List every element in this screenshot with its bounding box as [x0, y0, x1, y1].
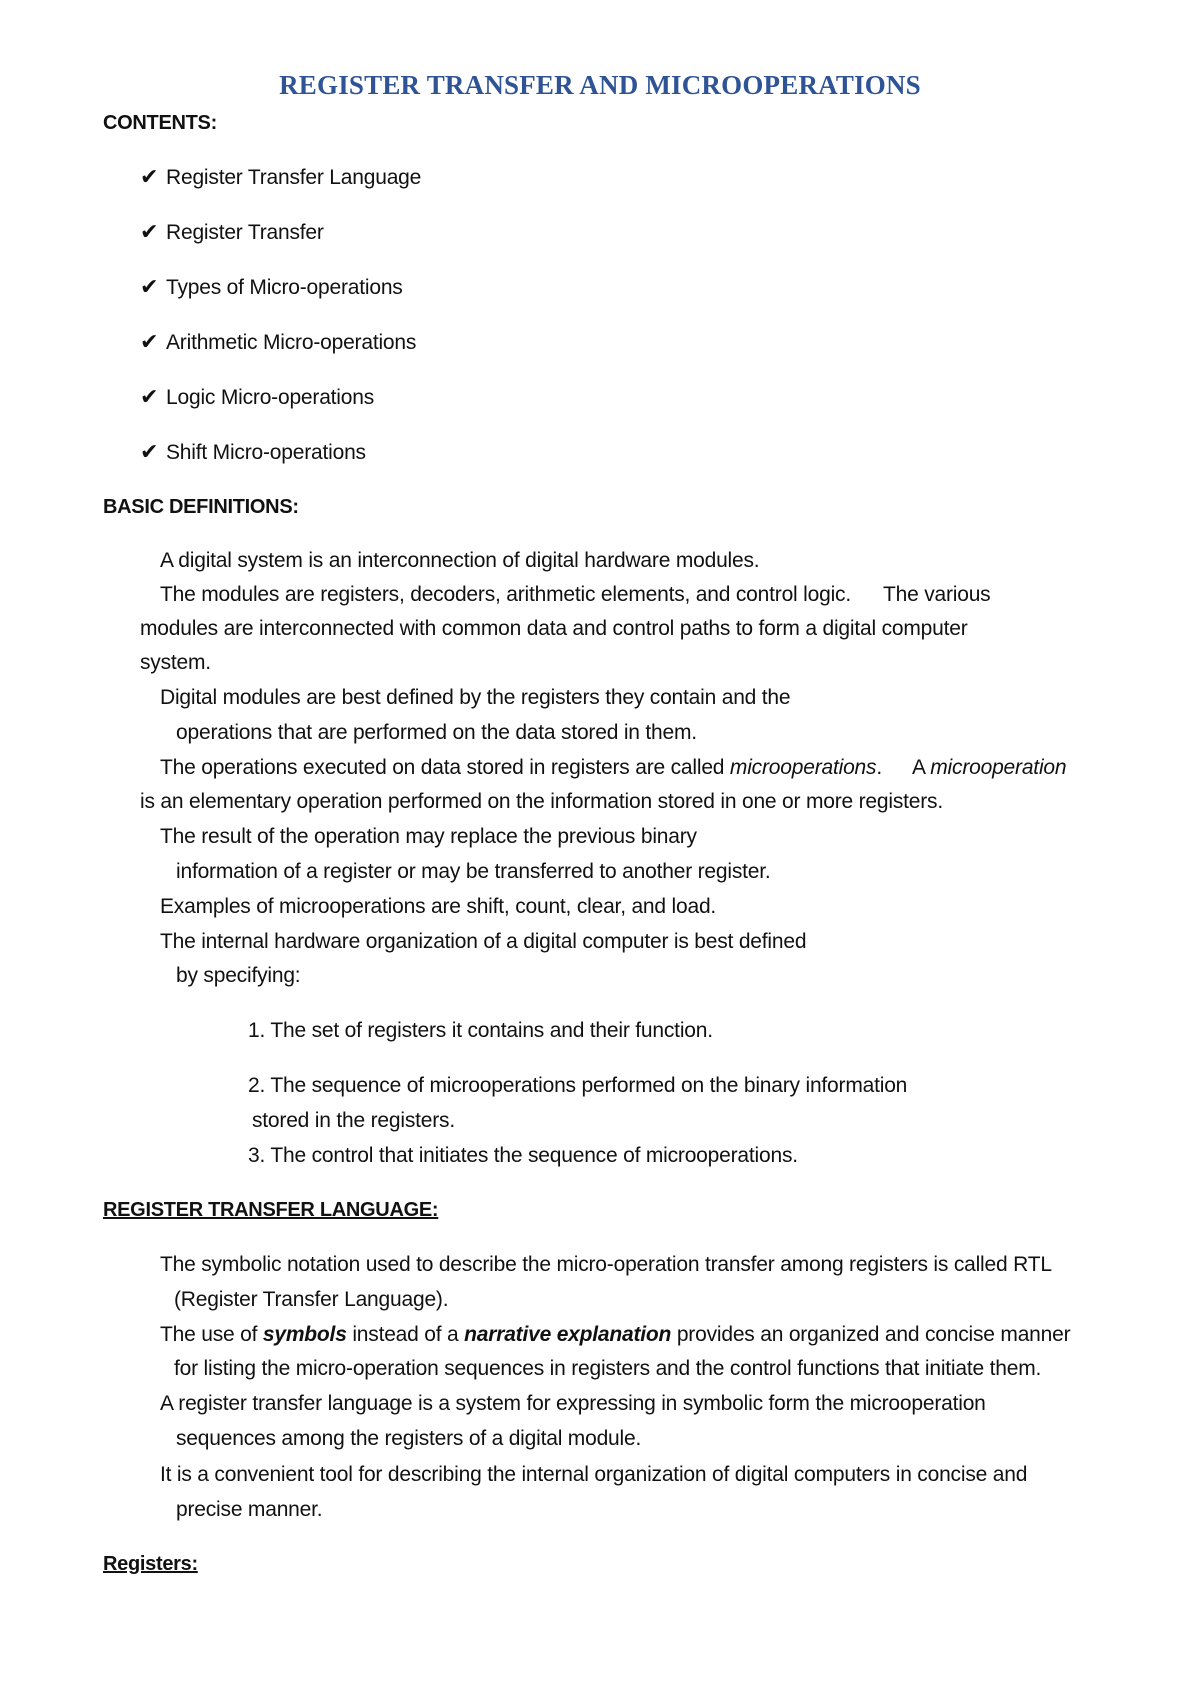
paragraph-line: A digital system is an interconnection of digital hardware modules.: [160, 549, 760, 572]
paragraph-line: Examples of microoperations are shift, count, clear, and load.: [160, 895, 717, 918]
paragraph-text: instead of a: [346, 1323, 465, 1346]
paragraph-text: .: [876, 756, 882, 779]
paragraph-text: The various: [882, 583, 991, 606]
emphasis-text: microoperation: [930, 756, 1067, 779]
paragraph-line: [160, 583, 991, 607]
paragraph-line: is an elementary operation performed on the information stored in one or more registers.: [140, 790, 943, 813]
paragraph-text: The operations executed on data stored in registers are called: [160, 756, 730, 779]
paragraph-line: [160, 756, 1066, 780]
paragraph-line: A register transfer language is a system for expressing in symbolic form the microoperation: [160, 1392, 986, 1415]
paragraph-line: by specifying:: [176, 964, 301, 987]
paragraph-line: [160, 1323, 1070, 1347]
basic-definitions-heading: BASIC DEFINITIONS:: [103, 496, 299, 518]
numbered-item: 1. The set of registers it contains and their function.: [248, 1019, 713, 1042]
emphasis-text: symbols: [262, 1323, 347, 1346]
paragraph-text: provides an organized and concise manner: [671, 1323, 1071, 1346]
check-mark-icon: ✔: [140, 165, 159, 190]
paragraph-line: information of a register or may be transferred to another register.: [176, 860, 771, 883]
paragraph-line: The internal hardware organization of a digital computer is best defined: [160, 930, 807, 953]
contents-item-label: Types of Micro-operations: [166, 276, 403, 299]
paragraph-line: sequences among the registers of a digital module.: [176, 1427, 642, 1450]
check-mark-icon: ✔: [140, 275, 159, 300]
contents-item-label: Register Transfer Language: [166, 166, 422, 189]
numbered-item-continuation: stored in the registers.: [252, 1109, 455, 1132]
contents-item: [140, 385, 374, 410]
paragraph-line: It is a convenient tool for describing the internal organization of digital computers in concise and: [160, 1463, 1028, 1486]
contents-item-label: Register Transfer: [166, 221, 324, 244]
paragraph-line: precise manner.: [176, 1498, 323, 1521]
numbered-item: 2. The sequence of microoperations performed on the binary information: [248, 1074, 908, 1097]
contents-item: [140, 440, 366, 465]
paragraph-line: The symbolic notation used to describe the micro-operation transfer among registers is called RTL: [160, 1253, 1052, 1276]
numbered-item: 3. The control that initiates the sequence of microoperations.: [248, 1144, 798, 1167]
contents-item: [140, 220, 324, 245]
contents-heading: CONTENTS:: [103, 112, 217, 134]
contents-item: [140, 330, 416, 355]
emphasis-text: microoperations: [729, 756, 877, 779]
paragraph-line: operations that are performed on the data stored in them.: [176, 721, 697, 744]
paragraph-line: Digital modules are best defined by the registers they contain and the: [160, 686, 791, 709]
paragraph-line: modules are interconnected with common data and control paths to form a digital computer: [140, 617, 968, 640]
registers-heading: Registers:: [103, 1553, 198, 1575]
rtl-heading: REGISTER TRANSFER LANGUAGE:: [103, 1199, 439, 1221]
paragraph-text: The modules are registers, decoders, arithmetic elements, and control logic.: [160, 583, 851, 606]
paragraph-text: A: [911, 756, 931, 779]
contents-item-label: Shift Micro-operations: [166, 441, 366, 464]
paragraph-line: The result of the operation may replace the previous binary: [160, 825, 697, 848]
page-title: REGISTER TRANSFER AND MICROOPERATIONS: [279, 70, 921, 100]
contents-item-label: Arithmetic Micro-operations: [166, 331, 417, 354]
contents-item: [140, 275, 403, 300]
contents-item: [140, 165, 421, 190]
emphasis-text: narrative explanation: [464, 1323, 672, 1346]
paragraph-line: system.: [140, 651, 211, 674]
contents-item-label: Logic Micro-operations: [166, 386, 375, 409]
check-mark-icon: ✔: [140, 440, 159, 465]
paragraph-line: for listing the micro-operation sequences in registers and the control functions that initiate them.: [174, 1357, 1042, 1380]
check-mark-icon: ✔: [140, 220, 159, 245]
check-mark-icon: ✔: [140, 330, 159, 355]
paragraph-line: (Register Transfer Language).: [174, 1288, 449, 1311]
check-mark-icon: ✔: [140, 385, 159, 410]
paragraph-text: The use of: [160, 1323, 263, 1346]
